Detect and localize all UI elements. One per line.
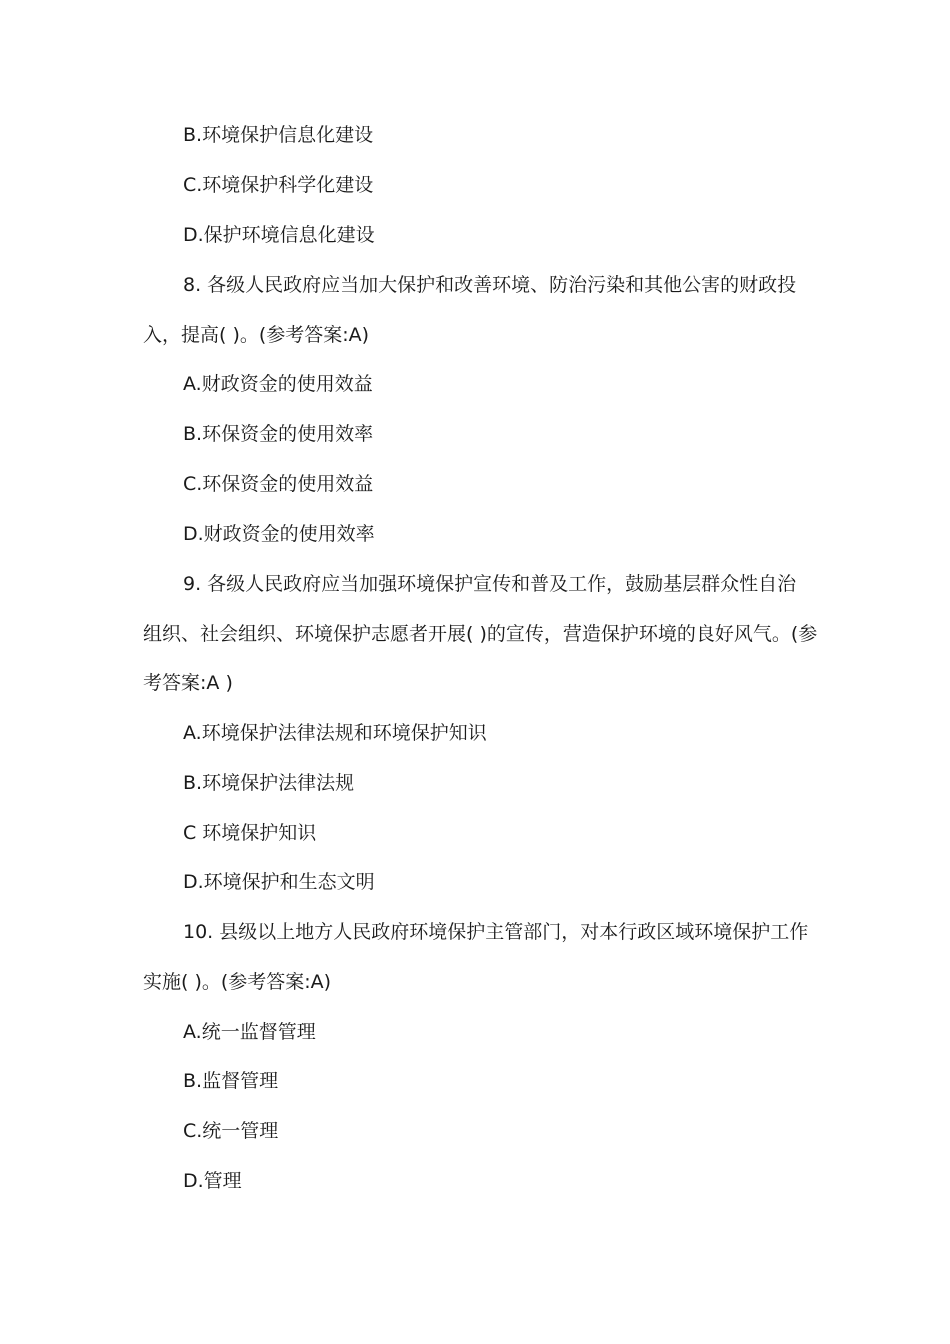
q7-option-d: D.保护环境信息化建设 — [183, 224, 375, 246]
q8-stem-line-2: 入，提高( )。(参考答案:A) — [143, 324, 370, 346]
q8-option-a: A.财政资金的使用效益 — [183, 373, 373, 395]
q10-option-d: D.管理 — [183, 1170, 242, 1192]
q9-stem-line-3: 考答案:A ) — [143, 672, 233, 694]
q9-option-b: B.环境保护法律法规 — [183, 772, 355, 794]
q9-stem-line-2: 组织、社会组织、环境保护志愿者开展( )的宣传，营造保护环境的良好风气。(参 — [143, 623, 818, 645]
q10-stem-line-1: 10. 县级以上地方人民政府环境保护主管部门，对本行政区域环境保护工作 — [183, 921, 809, 943]
q8-option-d: D.财政资金的使用效率 — [183, 523, 375, 545]
q8-option-c: C.环保资金的使用效益 — [183, 473, 374, 495]
q10-option-b: B.监督管理 — [183, 1070, 279, 1092]
q9-option-c: C 环境保护知识 — [183, 822, 317, 844]
q9-option-a: A.环境保护法律法规和环境保护知识 — [183, 722, 487, 744]
q9-option-d: D.环境保护和生态文明 — [183, 871, 375, 893]
q8-option-b: B.环保资金的使用效率 — [183, 423, 374, 445]
q10-option-a: A.统一监督管理 — [183, 1021, 316, 1043]
q8-stem-line-1: 8. 各级人民政府应当加大保护和改善环境、防治污染和其他公害的财政投 — [183, 274, 797, 296]
q10-option-c: C.统一管理 — [183, 1120, 279, 1142]
q9-stem-line-1: 9. 各级人民政府应当加强环境保护宣传和普及工作，鼓励基层群众性自治 — [183, 573, 797, 595]
q7-option-c: C.环境保护科学化建设 — [183, 174, 374, 196]
q7-option-b: B.环境保护信息化建设 — [183, 124, 374, 146]
q10-stem-line-2: 实施( )。(参考答案:A) — [143, 971, 332, 993]
